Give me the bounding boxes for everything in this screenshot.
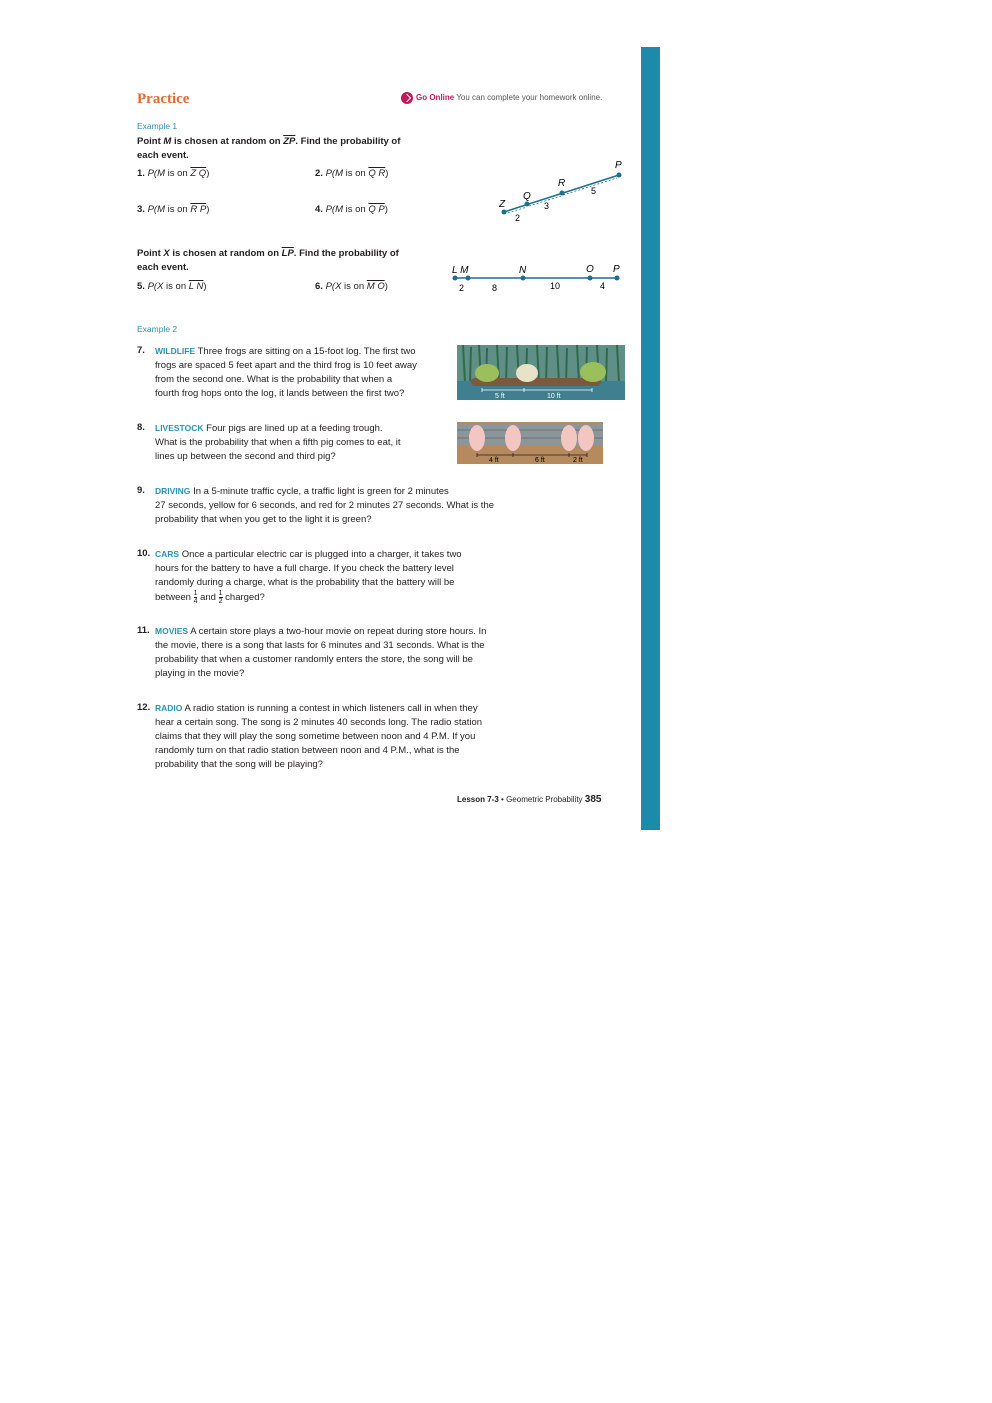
expr-var: M	[335, 168, 343, 179]
go-online-icon	[401, 92, 413, 104]
exercise-item	[315, 167, 388, 181]
problem-text: lines up between the second and third pig?	[155, 451, 336, 462]
fraction-numerator: 1	[193, 590, 198, 597]
problem-text: 27 seconds, yellow for 6 seconds, and red for 2 minutes 27 seconds. What is the	[155, 500, 495, 511]
pig-3	[561, 425, 577, 451]
problem-number: 9.	[137, 485, 145, 496]
point-dot	[453, 276, 458, 281]
pig-2	[505, 425, 521, 451]
problem-text: Once a particular electric car is plugged into a charger, it takes two	[181, 549, 462, 560]
intro-text: Point	[137, 136, 161, 147]
intro-text: Point	[137, 248, 161, 259]
exercise-item	[137, 167, 209, 181]
point-label: Z	[499, 199, 506, 210]
footer-lesson: Lesson 7-3	[457, 795, 499, 804]
problem-text: randomly turn on that radio station between noon and 4 P.M., what is the	[155, 745, 460, 756]
segment-lp-diagram	[448, 260, 628, 296]
fraction-denominator: 2	[218, 598, 223, 605]
measure-label: 2 ft	[573, 457, 583, 464]
problem-text: Four pigs are lined up at a feeding trough.	[206, 423, 383, 434]
expr-var: M	[335, 204, 343, 215]
go-online-banner[interactable]	[401, 92, 602, 104]
footer-separator: •	[501, 795, 504, 804]
intro-text: is chosen at random on	[172, 248, 280, 259]
point-dot	[502, 210, 507, 215]
fraction-one-half	[219, 590, 223, 605]
length-label: 2	[515, 213, 521, 223]
expr: is on	[341, 281, 367, 292]
exercise-item	[315, 203, 388, 217]
expr-segment: Q R	[368, 168, 386, 179]
expr: )	[385, 168, 389, 179]
point-label: L M	[452, 265, 469, 276]
problem-12	[137, 701, 565, 772]
point-label: O	[586, 264, 594, 275]
point-label: N	[519, 265, 527, 276]
expr: P(	[147, 281, 158, 292]
exercise-item	[137, 203, 209, 217]
expr: is on	[165, 204, 191, 215]
expr: )	[203, 281, 207, 292]
problem-category: MOVIES	[155, 626, 189, 636]
expr-segment: M O	[366, 281, 385, 292]
problem-text: hear a certain song. The song is 2 minutes 40 seconds long. The radio station	[155, 717, 483, 728]
intro-variable: M	[163, 136, 172, 147]
expr-var: X	[335, 281, 342, 292]
problem-text: fourth frog hops onto the log, it lands between the first two?	[155, 388, 405, 399]
expr-segment: Q P	[368, 204, 385, 215]
problem-number: 11.	[137, 625, 150, 636]
measure-label: 6 ft	[535, 457, 545, 464]
page-number: 385	[584, 794, 602, 805]
length-label: 4	[600, 281, 606, 291]
problem-9	[137, 484, 565, 527]
problem-text: randomly during a charge, what is the probability that the battery will be	[155, 577, 455, 588]
length-label: 8	[492, 283, 498, 293]
intro-text: . Find the probability of	[293, 248, 399, 259]
point-label: P	[615, 160, 622, 171]
problem-text: claims that they will play the song sometime between noon and 4 P.M. If you	[155, 731, 476, 742]
intro-variable: X	[163, 248, 170, 259]
expr: is on	[163, 281, 189, 292]
page-title: Practice	[137, 91, 190, 107]
problem-text: probability that when a customer randomly enters the store, the song will be	[155, 654, 473, 665]
expr: )	[384, 281, 388, 292]
problem-8	[137, 421, 455, 464]
example-1-intro-2	[137, 247, 447, 275]
problem-text: playing in the movie?	[155, 668, 245, 679]
expr: is on	[343, 204, 369, 215]
example-1-intro	[137, 135, 447, 163]
intro-text: each event.	[137, 262, 189, 273]
length-label: 3	[544, 201, 550, 211]
problem-text: Three frogs are sitting on a 15-foot log. The first two	[197, 346, 416, 357]
problem-text: and	[200, 592, 216, 604]
problem-category: DRIVING	[155, 486, 191, 496]
point-label: Q	[523, 191, 531, 202]
expr: )	[206, 204, 210, 215]
exercise-number: 3.	[137, 204, 145, 215]
problem-category: CARS	[155, 549, 180, 559]
point-label: R	[558, 178, 566, 189]
problem-text: frogs are spaced 5 feet apart and the third frog is 10 feet away	[155, 360, 417, 371]
problem-text: from the second one. What is the probability that when a	[155, 374, 393, 385]
frog-2	[516, 364, 538, 382]
problem-7	[137, 344, 460, 401]
measure-label: 10 ft	[547, 393, 561, 400]
problem-text: between	[155, 592, 191, 604]
intro-text: is chosen at random on	[173, 136, 281, 147]
frog-1	[475, 364, 499, 382]
problem-text: What is the probability that when a fifth pig comes to eat, it	[155, 437, 401, 448]
expr: P(	[147, 204, 158, 215]
exercise-number: 4.	[315, 204, 323, 215]
frogs-on-log-image	[457, 345, 625, 400]
go-online-label[interactable]: Go Online	[416, 93, 455, 103]
expr: P(	[325, 281, 336, 292]
pig-4	[578, 425, 594, 451]
fraction-denominator: 4	[193, 598, 198, 605]
exercise-number: 2.	[315, 168, 323, 179]
problem-number: 10.	[137, 548, 151, 559]
exercise-number: 1.	[137, 168, 145, 179]
example-2-label: Example 2	[137, 324, 178, 334]
exercise-number: 6.	[315, 281, 323, 292]
problem-text: hours for the battery to have a full charge. If you check the battery level	[155, 563, 454, 574]
problem-11	[137, 624, 565, 681]
segment-zp-diagram	[490, 155, 635, 230]
problem-number: 8.	[137, 422, 145, 433]
expr-segment: R P	[190, 204, 207, 215]
expr: P(	[147, 168, 158, 179]
point-dot	[466, 276, 471, 281]
go-online-text: You can complete your homework online.	[456, 93, 603, 103]
frog-3	[580, 362, 606, 382]
expr-var: X	[157, 281, 164, 292]
problem-text: A certain store plays a two-hour movie on repeat during store hours. In	[190, 626, 487, 637]
problem-text: the movie, there is a song that lasts for 6 minutes and 31 seconds. What is the	[155, 640, 485, 651]
fraction-numerator: 1	[218, 590, 223, 597]
problem-text: probability that the song will be playing?	[155, 759, 323, 770]
point-dot	[588, 276, 593, 281]
point-dot	[525, 202, 530, 207]
expr: )	[384, 204, 388, 215]
problem-10	[137, 547, 565, 605]
problem-text: In a 5-minute traffic cycle, a traffic light is green for 2 minutes	[193, 486, 449, 497]
problem-category: RADIO	[155, 703, 183, 713]
expr-segment: Z Q	[190, 168, 207, 179]
expr: P(	[325, 168, 336, 179]
problem-text: A radio station is running a contest in which listeners call in when they	[184, 703, 478, 714]
measure-label: 5 ft	[495, 393, 505, 400]
fraction-one-quarter	[194, 590, 198, 605]
exercise-number: 5.	[137, 281, 145, 292]
length-label: 2	[459, 283, 465, 293]
problem-category: LIVESTOCK	[155, 423, 204, 433]
pigs-at-trough-image	[457, 422, 603, 464]
expr-var: M	[157, 204, 165, 215]
intro-segment: $\overline{LP}$	[281, 248, 294, 259]
expr: P(	[325, 204, 336, 215]
intro-segment: $\overline{ZP}$	[283, 136, 296, 147]
point-dot	[560, 191, 565, 196]
page-footer	[457, 794, 601, 805]
problem-text: probability that when you get to the light it is green?	[155, 514, 372, 525]
intro-text: . Find the probability of	[295, 136, 401, 147]
pig-1	[469, 425, 485, 451]
exercise-item	[137, 280, 207, 294]
point-dot	[521, 276, 526, 281]
problem-number: 7.	[137, 345, 145, 356]
expr-segment: L N	[188, 281, 204, 292]
footer-topic: Geometric Probability	[506, 795, 583, 804]
tick-mark	[563, 178, 617, 195]
side-accent-bar	[641, 47, 660, 830]
length-label: 10	[550, 281, 561, 291]
length-label: 5	[591, 186, 597, 196]
example-1-label: Example 1	[137, 121, 178, 131]
intro-text: each event.	[137, 150, 189, 161]
expr: )	[206, 168, 210, 179]
problem-text: charged?	[225, 592, 265, 604]
expr: is on	[165, 168, 191, 179]
problem-category: WILDLIFE	[155, 346, 196, 356]
measure-label: 4 ft	[489, 457, 499, 464]
problem-number: 12.	[137, 702, 151, 713]
point-dot	[615, 276, 620, 281]
point-label: P	[613, 264, 620, 275]
point-dot	[617, 173, 622, 178]
expr-var: M	[157, 168, 165, 179]
exercise-item	[315, 280, 388, 294]
expr: is on	[343, 168, 369, 179]
